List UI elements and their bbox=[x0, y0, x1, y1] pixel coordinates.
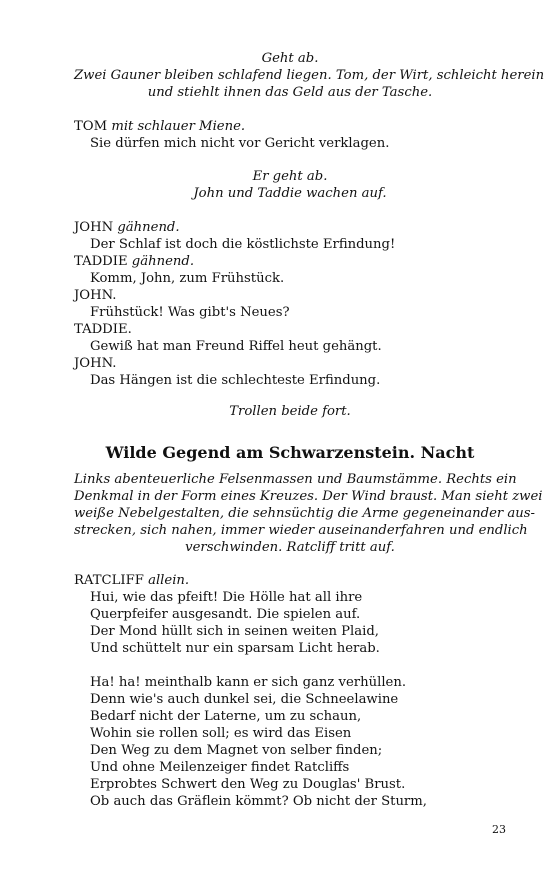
stage-line: John und Taddie wachen auf. bbox=[193, 186, 387, 201]
verse-line: Wohin sie rollen soll; es wird das Eisen bbox=[90, 726, 352, 741]
speech-line: Komm, John, zum Frühstück. bbox=[90, 271, 285, 286]
speech-line: Frühstück! Was gibt's Neues? bbox=[90, 305, 290, 320]
verse-line: Hui, wie das pfeift! Die Hölle hat all ihre bbox=[90, 590, 363, 605]
stage-direction-exit-both bbox=[74, 403, 506, 420]
speaker-direction: allein. bbox=[148, 573, 190, 588]
speech-ratcliff bbox=[74, 572, 506, 810]
stage-direction-exit bbox=[74, 50, 545, 101]
verse-line: Bedarf nicht der Laterne, um zu schaun, bbox=[90, 709, 362, 724]
stage-line: Er geht ab. bbox=[252, 169, 328, 184]
dialog-block bbox=[74, 219, 506, 389]
speaker-line bbox=[74, 219, 506, 236]
stage-line: und stiehlt ihnen das Geld aus der Tasche. bbox=[147, 85, 433, 100]
speaker-name: JOHN bbox=[74, 220, 114, 235]
stanza-gap bbox=[74, 657, 506, 674]
stage-direction-wake bbox=[74, 168, 506, 202]
speaker-line bbox=[74, 572, 506, 589]
speaker-name: JOHN. bbox=[74, 356, 117, 371]
scene-title: Wilde Gegend am Schwarzenstein. Nacht bbox=[105, 443, 475, 462]
speech-line: Der Schlaf ist doch die köstlichste Erfindung! bbox=[90, 237, 396, 252]
stage-line: Geht ab. bbox=[261, 51, 319, 66]
stage-line: strecken, sich nahen, immer wieder auseinanderfahren und endlich bbox=[74, 523, 528, 538]
speaker-name: JOHN. bbox=[74, 288, 117, 303]
speaker-name: TADDIE bbox=[74, 254, 128, 269]
speaker-name: TADDIE. bbox=[74, 322, 132, 337]
verse-line: Querpfeifer ausgesandt. Die spielen auf. bbox=[90, 607, 361, 622]
verse-line: Ob auch das Gräflein kömmt? Ob nicht der Sturm, bbox=[90, 794, 427, 809]
verse-line: Den Weg zu dem Magnet von selber finden; bbox=[90, 743, 383, 758]
stage-line: Trollen beide fort. bbox=[229, 404, 351, 419]
verse-line: Erprobtes Schwert den Weg zu Douglas' Brust. bbox=[90, 777, 406, 792]
speech-line: Gewiß hat man Freund Riffel heut gehängt. bbox=[90, 339, 382, 354]
verse-line: Denn wie's auch dunkel sei, die Schneelawine bbox=[90, 692, 399, 707]
speaker-direction: mit schlauer Miene. bbox=[111, 119, 246, 134]
speaker-name: TOM bbox=[74, 119, 108, 134]
stage-line: Links abenteuerliche Felsenmassen und Baumstämme. Rechts ein bbox=[74, 472, 517, 487]
stage-line: weiße Nebelgestalten, die sehnsüchtig die Arme gegeneinander aus- bbox=[74, 506, 535, 521]
speech-tom bbox=[74, 118, 506, 152]
verse-line: Ha! ha! meinthalb kann er sich ganz verhüllen. bbox=[90, 675, 407, 690]
speech-line: Das Hängen ist die schlechteste Erfindung. bbox=[90, 373, 381, 388]
speech-line: Sie dürfen mich nicht vor Gericht verklagen. bbox=[90, 136, 390, 151]
stage-line: Zwei Gauner bleiben schlafend liegen. Tom, der Wirt, schleicht herein bbox=[74, 68, 545, 83]
stage-line: Denkmal in der Form eines Kreuzes. Der Wind braust. Man sieht zwei bbox=[74, 489, 543, 504]
speaker-direction: gähnend. bbox=[117, 220, 180, 235]
speaker-direction: gähnend. bbox=[131, 254, 195, 269]
speaker-line bbox=[74, 253, 506, 270]
stage-line: verschwinden. Ratcliff tritt auf. bbox=[185, 540, 395, 555]
page-number: 23 bbox=[492, 823, 506, 836]
speaker-line bbox=[74, 118, 506, 135]
scene-description bbox=[74, 471, 543, 556]
verse-line: Der Mond hüllt sich in seinen weiten Plaid, bbox=[90, 624, 379, 639]
verse-line: Und ohne Meilenzeiger findet Ratcliffs bbox=[90, 760, 350, 775]
speaker-name: RATCLIFF bbox=[74, 573, 144, 588]
verse-line: Und schüttelt nur ein sparsam Licht herab. bbox=[90, 641, 380, 656]
